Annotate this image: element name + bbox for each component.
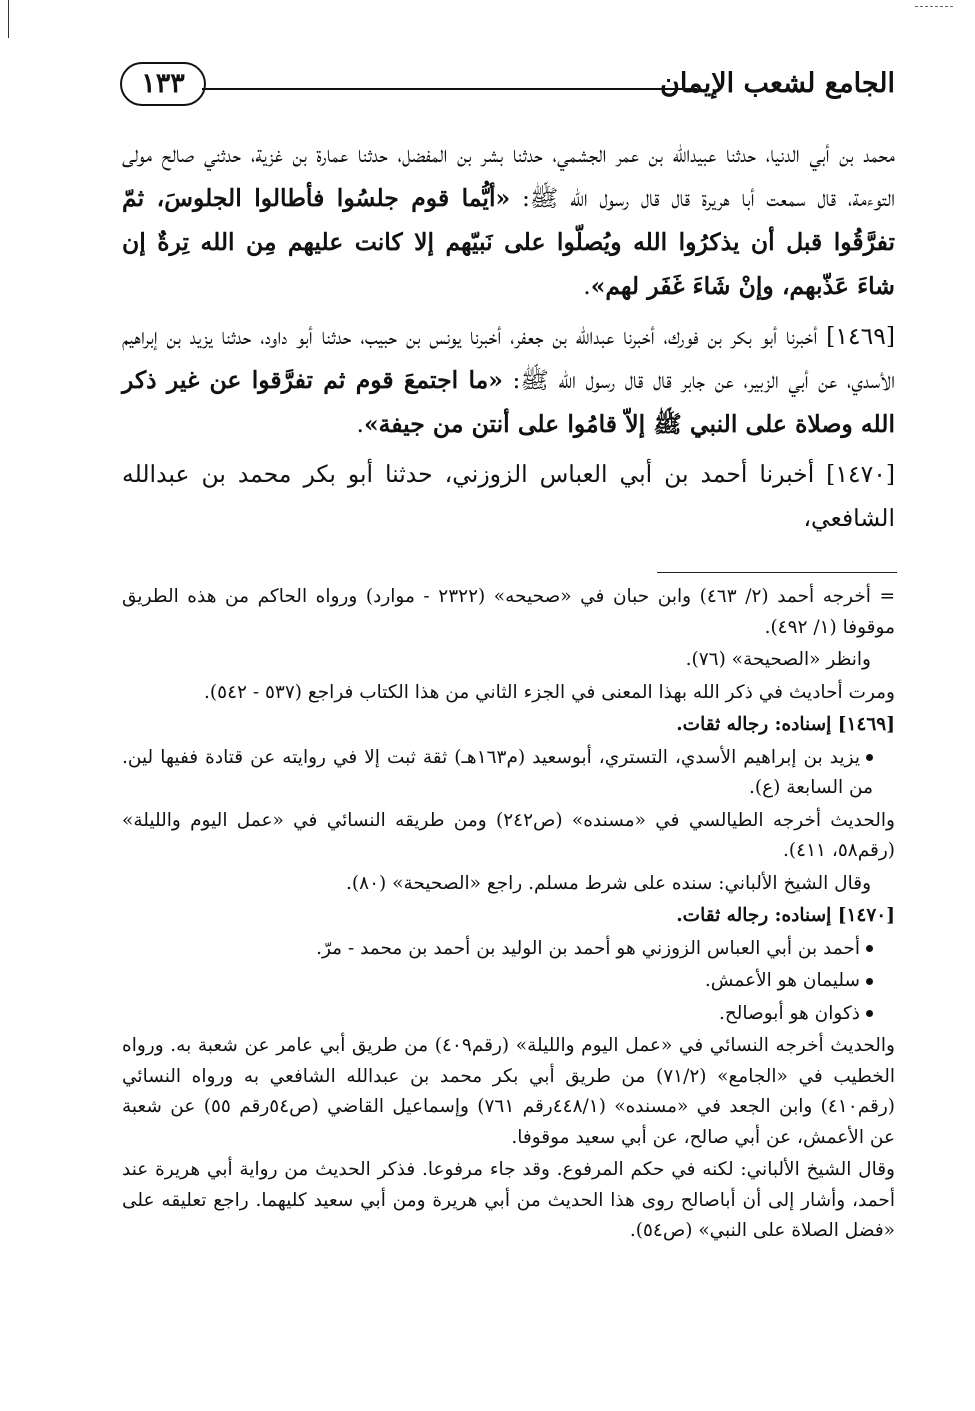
isnad-text: محمد بن أبي الدنيا، حدثنا عبيدالله بن عمر الجشمي، حدثنا بشر بن المفضل، حدثنا عمارة بن غزية، حدثني صالح مولى التوءمة، قال سمعت أبا هريرة قال قال رسول الله ﷺ: <box>122 140 895 212</box>
bullet-icon <box>866 978 873 985</box>
isnad-text: [١٤٦٩] أخبرنا أبو بكر بن فورك، أخبرنا عبدالله بن جعفر، أخبرنا يونس بن حبيب، حدثنا أبو داود، حدثنا يزيد بن إبراهيم الأسدي، عن أبي الزبير، عن جابر قال قال رسول الله ﷺ: <box>122 322 895 394</box>
bullet-text: أحمد بن أبي العباس الزوزني هو أحمد بن الوليد بن أحمد بن محمد - مرّ. <box>316 937 860 959</box>
footnote-bullet-item <box>122 934 895 965</box>
hadith-paragraph-1468-continued <box>122 132 895 308</box>
hadith-matn-bold: «أيُّما قوم جلسُوا فأطالوا الجلوسَ، ثمّ تفرَّقُوا قبل أن يذكرُوا الله ويُصلّوا على نَبيّهم إلا كانت عليهم مِن الله تِرةٌ إن شاءَ عَذّبهم، وإنْ شَاءَ غَفَر لهم» <box>122 184 895 300</box>
page-number: ١٣٣ <box>120 62 206 106</box>
hadith-paragraph-1469 <box>122 314 895 446</box>
running-header <box>110 58 895 110</box>
main-text-body <box>122 132 895 546</box>
footnote-line: والحديث أخرجه الطيالسي في «مسنده» (ص٢٤٢) ومن طريقه النسائي في «عمل اليوم والليلة» (رقم٥٨، ٤١١). <box>122 809 895 861</box>
footnote-bullet-item <box>122 999 895 1030</box>
footnote-divider <box>657 572 897 573</box>
footnote-line: وانظر «الصحيحة» (٧٦). <box>685 649 871 670</box>
hadith-paragraph-1470: [١٤٧٠] أخبرنا أحمد بن أبي العباس الزوزني، حدثنا أبو بكر محمد بن عبدالله الشافعي، <box>122 460 895 532</box>
header-rule <box>202 88 697 90</box>
footnote-heading-1470: [١٤٧٠] إسناده: رجاله ثقات. <box>676 905 895 926</box>
footnote-line: والحديث أخرجه النسائي في «عمل اليوم والليلة» (رقم٤٠٩) من طريق أبي عامر عن شعبة به. ورواه الخطيب في «الجامع» (٧١/٢) من طريق أبي بكر محمد بن عبدالله الشافعي به ورواه النسائي (رقم٤١٠) وابن الجعد في «مسنده» (٤٤٨/١رقم ٧٦١) وإسماعيل القاضي (ص٥٤رقم ٥٥) عن شعبة عن الأعمش، عن أبي صالح، عن أبي سعيد موقوفا. <box>122 1035 896 1148</box>
bullet-icon <box>866 754 873 761</box>
hadith-matn-bold: «ما اجتمعَ قوم ثم تفرَّقوا عن غير ذكر الله وصلاة على النبي ﷺ إلاّ قامُوا على أنتن من جيفة» <box>122 366 895 438</box>
bullet-text: سليمان هو الأعمش. <box>704 970 860 991</box>
bullet-text: يزيد بن إبراهيم الأسدي، التستري، أبوسعيد (م١٦٣هـ) ثقة ثبت إلا في روايته عن قتادة ففيها لين. من السابعة (ع). <box>122 746 873 798</box>
paragraph-end-mark: . <box>583 272 591 300</box>
footnote-line: ومرت أحاديث في ذكر الله بهذا المعنى في الجزء الثاني من هذا الكتاب فراجع (٥٣٧ - ٥٤٢). <box>204 681 895 703</box>
corner-dash-mark <box>915 6 953 8</box>
footnote-line: وقال الشيخ الألباني: لكنه في حكم المرفوع. وقد جاء مرفوعا. فذكر الحديث من رواية أبي هريرة عند أحمد، وأشار إلى أن أباصالح روى هذا الحديث من أبي هريرة ومن أبي سعيد كليهما. راجع تعليقه على «فضل الصلاة على النبي» (ص٥٤). <box>122 1159 895 1241</box>
footnote-line: = أخرجه أحمد (٢/ ٤٦٣) وابن حبان في «صحيحه» (٢٣٢٢ - موارد) ورواه الحاكم من هذه الطريق موقوفا (١/ ٤٩٢). <box>122 586 895 638</box>
footnote-bullet-item <box>122 743 895 804</box>
bullet-icon <box>866 1010 873 1017</box>
footnotes-section <box>122 582 895 1249</box>
footnote-line: وقال الشيخ الألباني: سنده على شرط مسلم. راجع «الصحيحة» (٨٠). <box>346 872 871 894</box>
paragraph-end-mark: . <box>356 410 364 438</box>
footnote-bullet-item <box>122 966 895 997</box>
bullet-icon <box>866 945 873 952</box>
running-header-title: الجامع لشعب الإيمان <box>660 68 895 99</box>
binding-edge-line <box>8 0 9 38</box>
bullet-text: ذكوان هو أبوصالح. <box>718 1002 860 1024</box>
footnote-heading-1469: [١٤٦٩] إسناده: رجاله ثقات. <box>676 714 895 735</box>
